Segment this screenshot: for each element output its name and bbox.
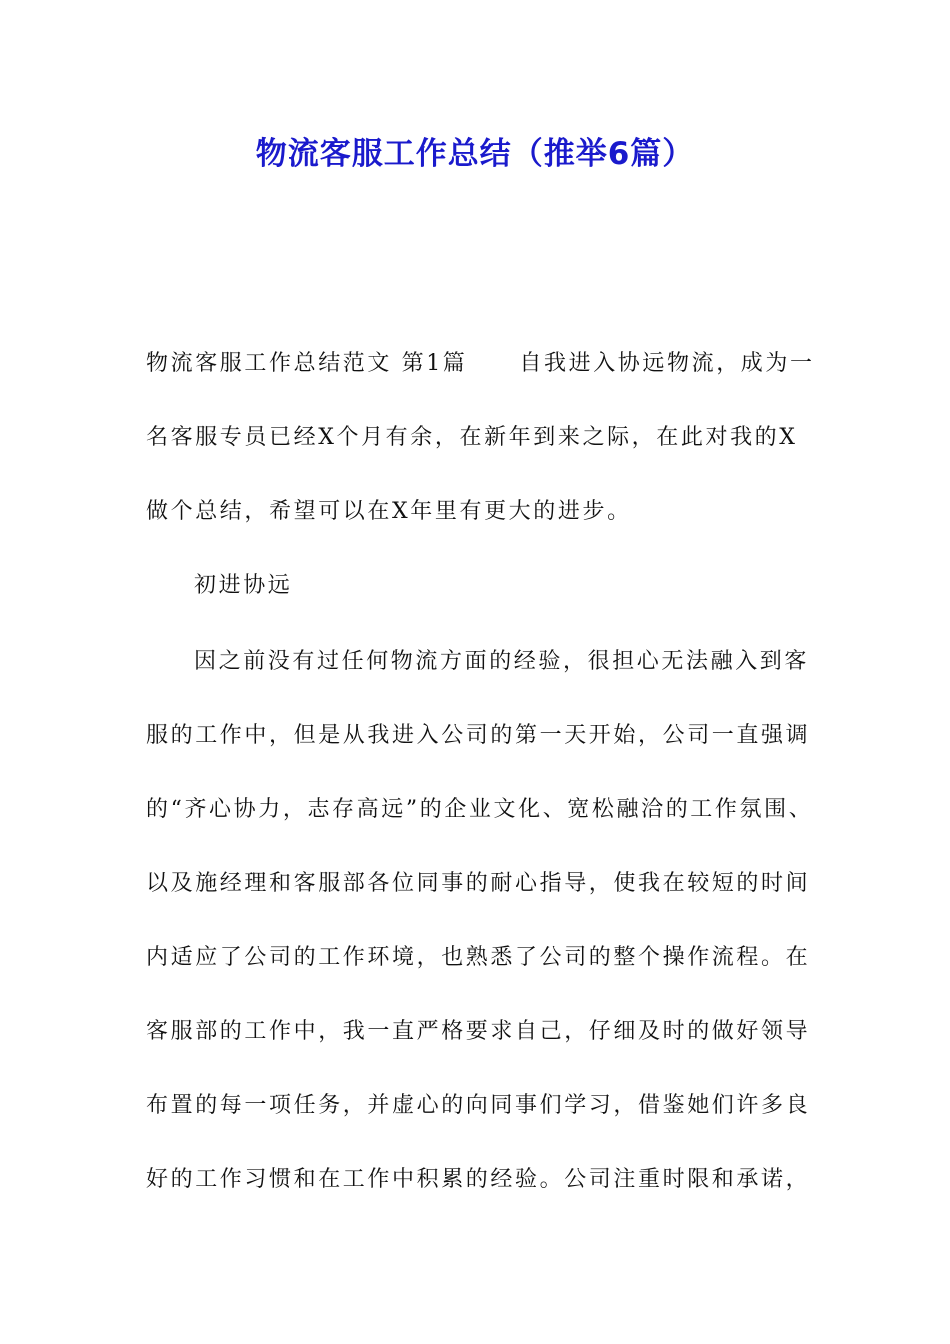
body-line-10: 客服部的工作中，我一直严格要求自己，仔细及时的做好领导: [146, 1019, 811, 1044]
body-line-11: 布置的每一项任务，并虚心的向同事们学习，借鉴她们许多良: [146, 1093, 811, 1118]
paragraph-text: 自我进入协远物流，成为一: [519, 351, 815, 376]
body-line-2: 名客服专员已经X个月有余，在新年到来之际，在此对我的X: [146, 425, 798, 450]
body-line-1: [146, 346, 815, 377]
body-line-9: 内适应了公司的工作环境，也熟悉了公司的整个操作流程。在: [146, 945, 811, 970]
subheading: 初进协远: [194, 573, 293, 598]
section-heading-inline: 物流客服工作总结范文 第1篇: [146, 351, 468, 376]
body-line-5: 因之前没有过任何物流方面的经验，很担心无法融入到客: [194, 649, 810, 674]
body-line-6: 服的工作中，但是从我进入公司的第一天开始，公司一直强调: [146, 723, 811, 748]
body-line-7: 的“齐心协力，志存高远”的企业文化、宽松融洽的工作氛围、: [146, 797, 814, 822]
body-line-8: 以及施经理和客服部各位同事的耐心指导，使我在较短的时间: [146, 871, 811, 896]
document-title: 物流客服工作总结（推举6篇）: [255, 136, 695, 172]
body-line-3: 做个总结，希望可以在X年里有更大的进步。: [146, 499, 632, 524]
body-line-12: 好的工作习惯和在工作中积累的经验。公司注重时限和承诺，: [146, 1167, 811, 1192]
